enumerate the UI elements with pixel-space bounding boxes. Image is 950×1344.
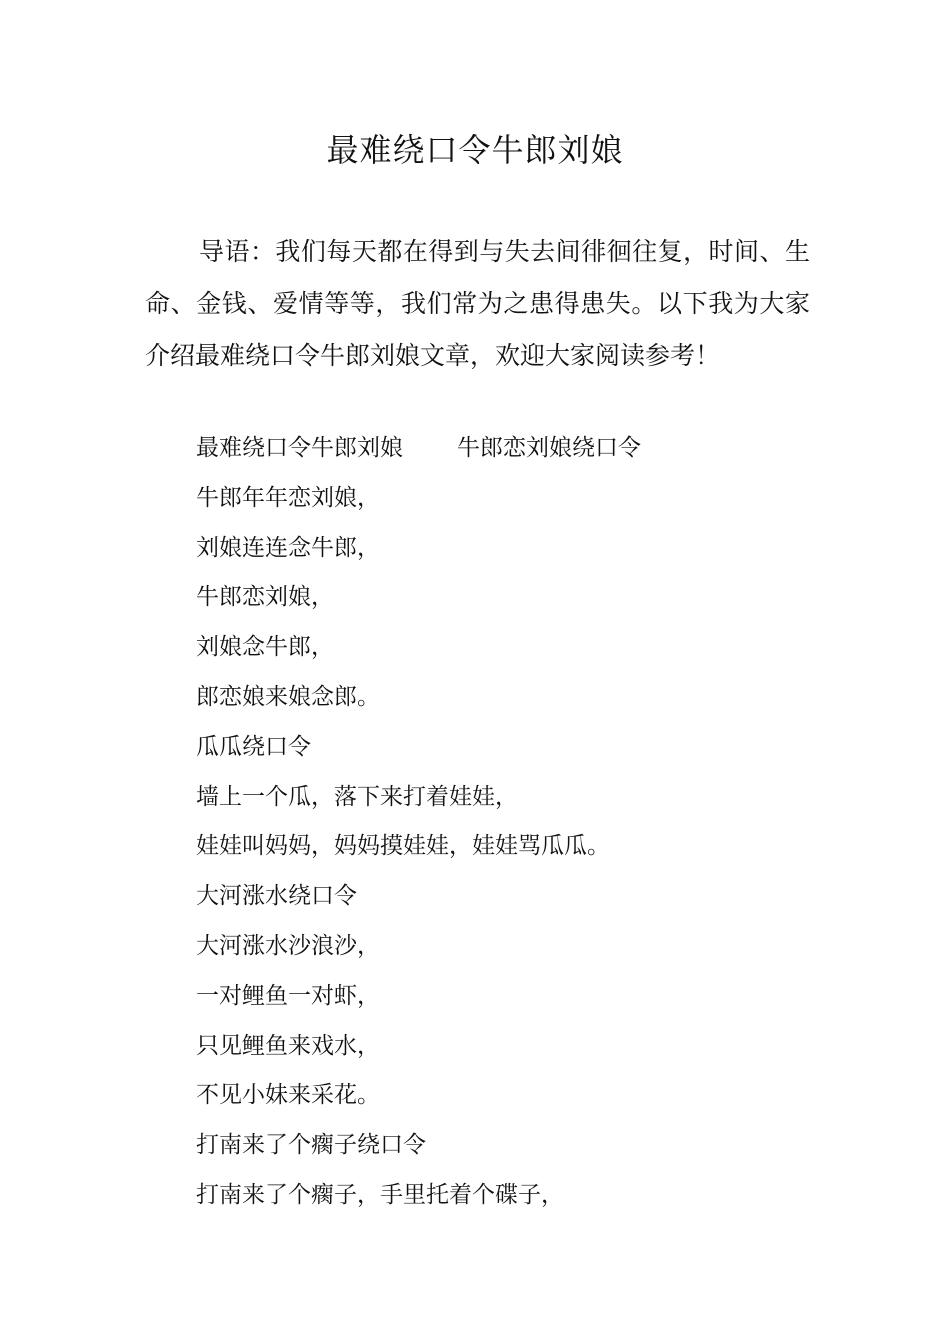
text-line: 大河涨水绕口令	[196, 883, 357, 910]
text-line: 娃娃叫妈妈，妈妈摸娃娃，娃娃骂瓜瓜。	[196, 833, 610, 860]
text-line: 牛郎恋刘娘，	[196, 584, 334, 611]
text-line: 墙上一个瓜，落下来打着娃娃，	[196, 783, 518, 810]
text-line: 瓜瓜绕口令	[196, 733, 311, 760]
tongue-twister-lines	[196, 424, 796, 1221]
text-line: 一对鲤鱼一对虾，	[196, 982, 380, 1009]
heading-right: 牛郎恋刘娘绕口令	[457, 435, 641, 461]
text-line: 只见鲤鱼来戏水，	[196, 1032, 380, 1059]
document-title: 最难绕口令牛郎刘娘	[326, 131, 624, 169]
text-line-headings	[196, 424, 796, 474]
intro-paragraph: 导语：我们每天都在得到与失去间徘徊往复，时间、生命、金钱、爱情等等，我们常为之患得患失。以下我为大家介绍最难绕口令牛郎刘娘文章，欢迎大家阅读参考！	[145, 237, 810, 370]
text-line: 不见小妹来采花。	[196, 1082, 380, 1109]
heading-left: 最难绕口令牛郎刘娘	[196, 435, 403, 461]
text-line: 打南来了个瘸子，手里托着个碟子，	[196, 1181, 564, 1208]
text-line: 刘娘连连念牛郎，	[196, 534, 380, 561]
text-line: 打南来了个瘸子绕口令	[196, 1132, 426, 1159]
text-line: 牛郎年年恋刘娘，	[196, 484, 380, 511]
text-line: 郎恋娘来娘念郎。	[196, 683, 380, 710]
text-line: 刘娘念牛郎，	[196, 634, 334, 661]
text-line: 大河涨水沙浪沙，	[196, 932, 380, 959]
